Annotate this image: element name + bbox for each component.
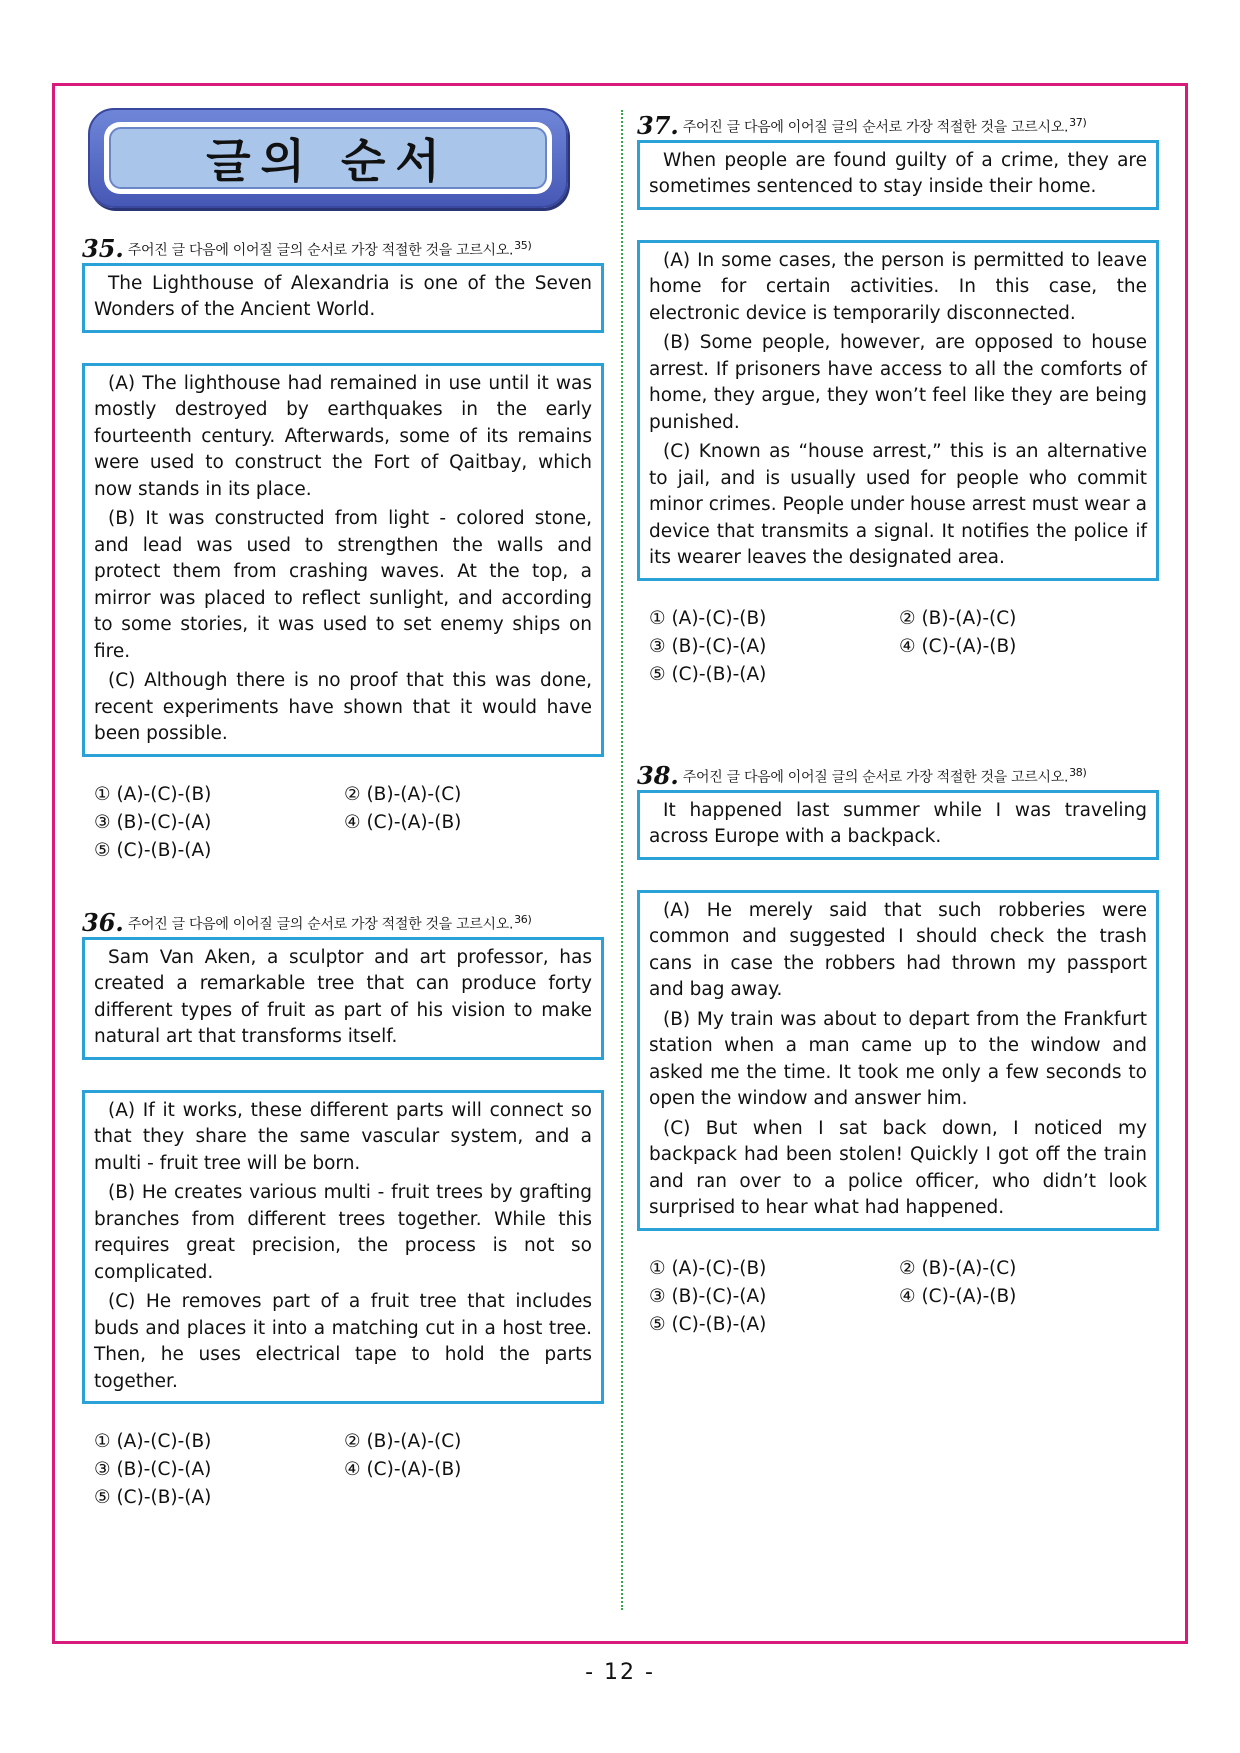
choice-5[interactable]: ⑤ (C)-(B)-(A) <box>649 663 767 685</box>
answer-choices <box>82 781 604 864</box>
choice-2[interactable]: ② (B)-(A)-(C) <box>899 607 1017 629</box>
choice-4[interactable]: ④ (C)-(A)-(B) <box>344 1459 462 1481</box>
choice-1[interactable]: ① (A)-(C)-(B) <box>649 1257 767 1279</box>
answer-choices <box>637 605 1159 688</box>
given-passage: The Lighthouse of Alexandria is one of the Seven Wonders of the Ancient World. <box>82 263 604 333</box>
footnote-ref: 35) <box>514 239 532 252</box>
question-instruction: 주어진 글 다음에 이어질 글의 순서로 가장 적절한 것을 고르시오.$^{36)}$ <box>127 913 532 933</box>
answer-choices <box>637 1255 1159 1338</box>
paragraph-a: (A) In some cases, the person is permitted to leave home for certain activities. In this case, the electronic device is temporarily disconnected. <box>649 249 1147 324</box>
footnote-ref: 36) <box>514 913 532 926</box>
choice-2[interactable]: ② (B)-(A)-(C) <box>899 1257 1017 1279</box>
given-passage: When people are found guilty of a crime, they are sometimes sentenced to stay inside their home. <box>637 140 1159 210</box>
choice-3[interactable]: ③ (B)-(C)-(A) <box>94 1459 212 1481</box>
page-number: - 12 - <box>585 1660 655 1685</box>
choice-1[interactable]: ① (A)-(C)-(B) <box>649 607 767 629</box>
choice-5[interactable]: ⑤ (C)-(B)-(A) <box>94 839 212 861</box>
question-instruction: 주어진 글 다음에 이어질 글의 순서로 가장 적절한 것을 고르시오.$^{37)}$ <box>682 116 1087 136</box>
choice-5[interactable]: ⑤ (C)-(B)-(A) <box>94 1487 212 1509</box>
question-38 <box>637 760 1159 1338</box>
paragraph-a: (A) The lighthouse had remained in use until it was mostly destroyed by earthquakes in the early fourteenth century. Afterwards, some of its remains were used to construct the Fort of Qaitbay, which now stands in its place. <box>94 372 592 500</box>
question-35 <box>82 233 604 864</box>
choice-2[interactable]: ② (B)-(A)-(C) <box>344 1431 462 1453</box>
choice-5[interactable]: ⑤ (C)-(B)-(A) <box>649 1313 767 1335</box>
section-title-banner <box>88 108 568 208</box>
paragraph-b: (B) My train was about to depart from the Frankfurt station when a man came up to the window and asked me the time. It took me only a few seconds to open the window and answer him. <box>649 1008 1147 1110</box>
choice-1[interactable]: ① (A)-(C)-(B) <box>94 783 212 805</box>
choice-4[interactable]: ④ (C)-(A)-(B) <box>899 635 1017 657</box>
choice-1[interactable]: ① (A)-(C)-(B) <box>94 1431 212 1453</box>
question-36 <box>82 907 604 1511</box>
paragraph-c: (C) He removes part of a fruit tree that includes buds and places it into a matching cut in a host tree. Then, he uses electrical tape to hold the parts together. <box>94 1291 592 1392</box>
question-header <box>82 907 604 937</box>
column-divider <box>621 110 623 1610</box>
question-number: 36. <box>82 907 124 937</box>
paragraph-b: (B) Some people, however, are opposed to house arrest. If prisoners have access to all the comforts of home, they argue, they won’t feel like they are being punished. <box>649 332 1147 433</box>
footnote-ref: 38) <box>1069 766 1087 779</box>
given-passage: Sam Van Aken, a sculptor and art professor, has created a remarkable tree that can produce forty different types of fruit as part of his vision to make natural art that transforms itself. <box>82 937 604 1060</box>
ordering-paragraphs <box>637 890 1159 1231</box>
ordering-paragraphs <box>637 240 1159 581</box>
question-header <box>637 110 1159 140</box>
choice-2[interactable]: ② (B)-(A)-(C) <box>344 783 462 805</box>
choice-3[interactable]: ③ (B)-(C)-(A) <box>94 811 212 833</box>
answer-choices <box>82 1428 604 1511</box>
paragraph-a: (A) He merely said that such robberies were common and suggested I should check the trash cans in case the robbers had thrown my passport and bag away. <box>649 899 1147 1001</box>
choice-4[interactable]: ④ (C)-(A)-(B) <box>344 811 462 833</box>
choice-3[interactable]: ③ (B)-(C)-(A) <box>649 635 767 657</box>
paragraph-a: (A) If it works, these different parts will connect so that they share the same vascular system, and a multi - fruit tree will be born. <box>94 1099 592 1174</box>
footnote-ref: 37) <box>1069 116 1087 129</box>
paragraph-b: (B) He creates various multi - fruit trees by grafting branches from different trees together. While this requires great precision, the process is not so complicated. <box>94 1182 592 1283</box>
choice-3[interactable]: ③ (B)-(C)-(A) <box>649 1285 767 1307</box>
ordering-paragraphs <box>82 1090 604 1405</box>
paragraph-c: (C) But when I sat back down, I noticed my backpack had been stolen! Quickly I got off the train and ran over to a police officer, who didn’t look surprised to hear what had happened. <box>649 1117 1147 1219</box>
question-header <box>82 233 604 263</box>
ordering-paragraphs <box>82 363 604 757</box>
choice-4[interactable]: ④ (C)-(A)-(B) <box>899 1285 1017 1307</box>
question-number: 37. <box>637 110 679 140</box>
paragraph-c: (C) Although there is no proof that this was done, recent experiments have shown that it would have been possible. <box>94 670 592 745</box>
paragraph-c: (C) Known as “house arrest,” this is an alternative to jail, and is usually used for people who commit minor crimes. People under house arrest must wear a device that transmits a signal. It notifies the police if its wearer leaves the designated area. <box>649 441 1147 569</box>
section-title: 글의 순서 <box>206 134 450 188</box>
question-number: 38. <box>637 760 679 790</box>
question-header <box>637 760 1159 790</box>
paragraph-b: (B) It was constructed from light - colored stone, and lead was used to strengthen the walls and protect them from crashing waves. At the top, a mirror was placed to reflect sunlight, and according to some stories, it was used to set enemy ships on fire. <box>94 508 592 662</box>
question-37 <box>637 110 1159 688</box>
given-passage: It happened last summer while I was traveling across Europe with a backpack. <box>637 790 1159 860</box>
question-instruction: 주어진 글 다음에 이어질 글의 순서로 가장 적절한 것을 고르시오.$^{35)}$ <box>127 239 532 259</box>
question-number: 35. <box>82 233 124 263</box>
question-instruction: 주어진 글 다음에 이어질 글의 순서로 가장 적절한 것을 고르시오.$^{38)}$ <box>682 766 1087 786</box>
